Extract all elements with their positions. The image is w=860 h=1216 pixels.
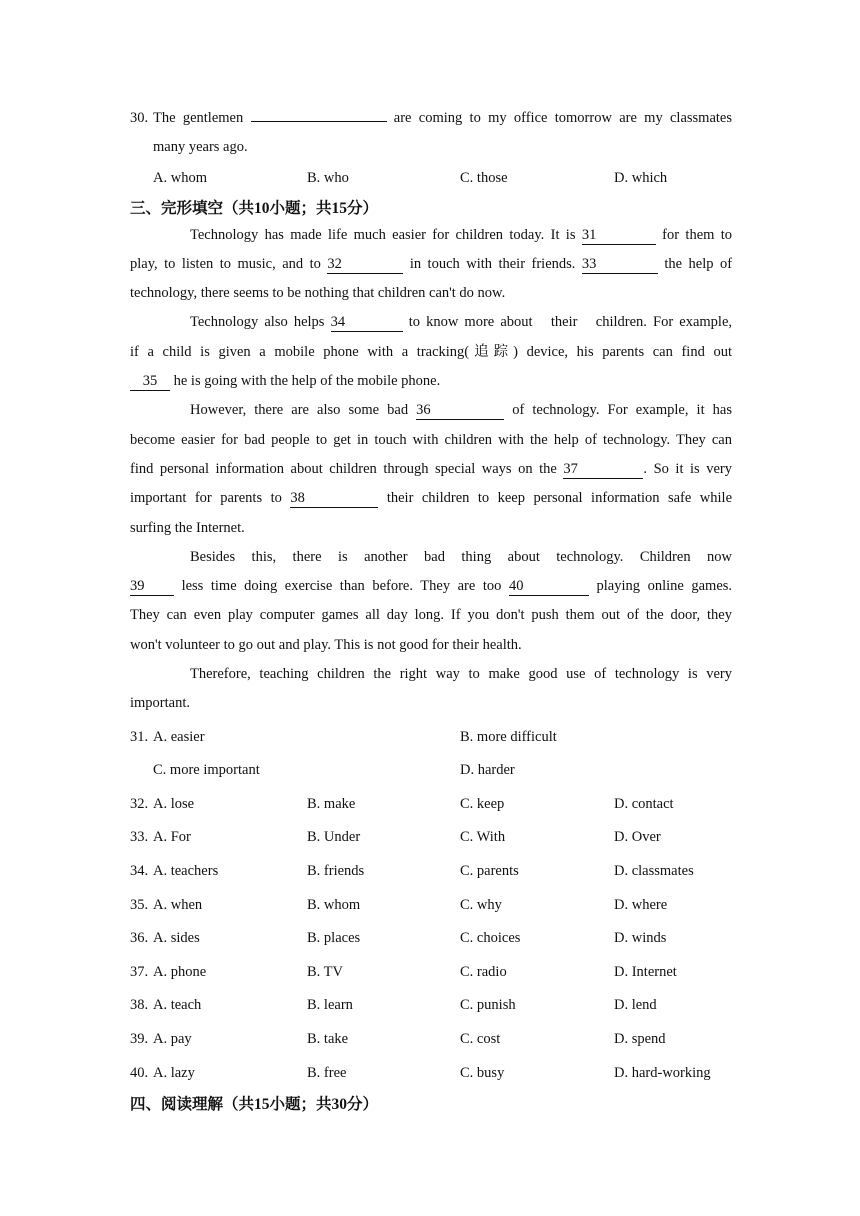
question-31 <box>130 721 732 755</box>
option-b: B. Under <box>307 829 361 846</box>
passage-line: Therefore, teaching children the right way to make good use of technology is very <box>190 666 732 683</box>
blank-31: 31 <box>582 227 656 245</box>
passage-line: They can even play computer games all day long. If you don't push them out of the door, they <box>130 607 732 624</box>
option-b: B. places <box>307 930 361 947</box>
heading-text: 分） <box>347 1094 379 1114</box>
option-b: B. take <box>307 1030 349 1047</box>
option-d: D. spend <box>614 1030 666 1047</box>
blank-38: 38 <box>290 490 378 508</box>
option-c: C. cost <box>460 1030 501 1047</box>
option-b: B. who <box>307 169 349 186</box>
passage-text: for them to <box>662 226 732 243</box>
question-38 <box>130 989 732 1023</box>
passage-line <box>130 396 732 425</box>
question-34 <box>130 855 732 889</box>
passage-text: find personal information about children through special ways on the <box>130 460 557 477</box>
option-a: A. phone <box>153 963 207 980</box>
option-b: B. free <box>307 1064 347 1081</box>
passage-text: . So it is very <box>643 460 732 477</box>
option-b: B. more difficult <box>460 728 557 745</box>
option-c: C. choices <box>460 930 521 947</box>
passage-line: surfing the Internet. <box>130 519 245 536</box>
passage-text: less time doing exercise than before. They are too <box>181 578 502 595</box>
option-a: A. when <box>153 896 203 913</box>
option-d: D. Internet <box>614 963 677 980</box>
question-number: 39. <box>130 1030 149 1047</box>
option-c: C. radio <box>460 963 507 980</box>
option-c: C. With <box>460 829 506 846</box>
option-a: A. lose <box>153 795 195 812</box>
passage-line: won't volunteer to go out and play. This is not good for their health. <box>130 636 522 653</box>
passage-text: However, there are also some bad <box>190 402 409 419</box>
blank-39: 39 <box>130 578 174 596</box>
option-d: D. lend <box>614 997 657 1014</box>
passage-text: in touch with their friends. <box>409 255 576 272</box>
passage-line: become easier for bad people to get in touch with children with the help of technology. They can <box>130 431 732 448</box>
blank-40: 40 <box>509 578 589 596</box>
heading-text: 分） <box>347 197 379 217</box>
option-d: D. contact <box>614 795 674 812</box>
passage-line: important. <box>130 695 191 712</box>
question-33 <box>130 821 732 855</box>
heading-text: 三、完形填空（共 <box>130 197 255 217</box>
passage-line <box>130 455 732 484</box>
option-d: D. hard-working <box>614 1064 711 1081</box>
option-d: D. harder <box>460 762 515 779</box>
passage-text: their children to keep personal information safe while <box>386 490 732 507</box>
option-b: B. learn <box>307 997 353 1014</box>
option-c: C. busy <box>460 1064 505 1081</box>
option-c: C. more important <box>153 762 260 779</box>
blank-32: 32 <box>327 256 403 274</box>
passage-line <box>130 367 732 396</box>
option-c: C. those <box>460 169 508 186</box>
passage-text: playing online games. <box>596 578 732 595</box>
blank-36: 36 <box>416 402 504 420</box>
question-35 <box>130 889 732 923</box>
question-number: 32. <box>130 795 149 812</box>
question-32 <box>130 788 732 822</box>
q30-stem <box>130 104 732 133</box>
option-a: A. teach <box>153 997 202 1014</box>
passage-line: if a child is given a mobile phone with a tracking(追踪) device, his parents can find out <box>130 343 732 360</box>
option-c: C. punish <box>460 997 516 1014</box>
section-3-heading <box>130 194 732 221</box>
passage-text: he is going with the help of the mobile phone. <box>173 373 441 390</box>
passage-text: Technology also helps <box>190 314 325 331</box>
question-number: 37. <box>130 963 149 980</box>
option-b: B. TV <box>307 963 343 980</box>
passage-line <box>130 572 732 601</box>
section-4-heading <box>130 1090 732 1117</box>
passage-text: important for parents to <box>130 490 282 507</box>
option-b: B. whom <box>307 896 361 913</box>
question-number: 30. <box>130 110 149 126</box>
question-number: 38. <box>130 997 149 1014</box>
question-39 <box>130 1023 732 1057</box>
question-number: 35. <box>130 896 149 913</box>
option-a: A. whom <box>153 169 207 186</box>
option-a: A. easier <box>153 728 205 745</box>
heading-count: 15 <box>254 1096 270 1114</box>
passage-text: play, to listen to music, and to <box>130 255 321 272</box>
passage-text: Technology has made life much easier for children today. It is <box>190 226 576 243</box>
question-number: 36. <box>130 930 149 947</box>
blank-34: 34 <box>331 314 403 332</box>
option-a: A. teachers <box>153 863 219 880</box>
question-number: 34. <box>130 863 149 880</box>
question-31-cont <box>130 754 732 788</box>
option-c: C. why <box>460 896 502 913</box>
heading-text: 四、阅读理解（共 <box>130 1094 255 1114</box>
blank-37: 37 <box>563 461 643 479</box>
passage-line <box>130 250 732 279</box>
option-a: A. lazy <box>153 1064 195 1081</box>
question-list <box>130 721 732 1091</box>
option-a: A. sides <box>153 930 200 947</box>
question-number: 31. <box>130 728 149 745</box>
option-a: A. pay <box>153 1030 192 1047</box>
heading-text: 小题；共 <box>269 197 332 217</box>
passage-text: to know more about their children. For example, <box>408 314 732 331</box>
option-d: D. which <box>614 169 668 186</box>
question-number: 33. <box>130 829 149 846</box>
passage-line <box>130 308 732 337</box>
heading-score: 15 <box>331 199 348 217</box>
passage-line: technology, there seems to be nothing that children can't do now. <box>130 285 506 302</box>
question-37 <box>130 956 732 990</box>
question-number: 40. <box>130 1064 149 1081</box>
q30-options <box>130 163 732 194</box>
passage-line: Besides this, there is another bad thing about technology. Children now <box>190 548 732 565</box>
q30-blank <box>251 104 387 122</box>
blank-33: 33 <box>582 256 658 274</box>
option-b: B. friends <box>307 863 365 880</box>
passage-text: of technology. For example, it has <box>512 402 732 419</box>
heading-text: 小题；共 <box>269 1094 332 1114</box>
option-d: D. Over <box>614 829 661 846</box>
heading-count: 10 <box>254 199 270 217</box>
blank-35: 35 <box>130 373 170 391</box>
option-d: D. classmates <box>614 863 694 880</box>
option-c: C. parents <box>460 863 519 880</box>
q30-stem-cont: many years ago. <box>153 139 248 156</box>
q30-text-before: The gentlemen <box>153 110 244 126</box>
option-d: D. where <box>614 896 668 913</box>
heading-score: 30 <box>331 1096 348 1114</box>
cloze-passage <box>130 221 732 719</box>
passage-text: the help of <box>664 255 732 272</box>
passage-line <box>130 221 732 250</box>
question-36 <box>130 922 732 956</box>
document-page <box>130 104 732 1117</box>
option-a: A. For <box>153 829 191 846</box>
option-c: C. keep <box>460 795 505 812</box>
question-40 <box>130 1057 732 1091</box>
q30-text-after: are coming to my office tomorrow are my classmates <box>393 110 732 126</box>
option-b: B. make <box>307 795 356 812</box>
option-d: D. winds <box>614 930 667 947</box>
passage-line <box>130 484 732 513</box>
